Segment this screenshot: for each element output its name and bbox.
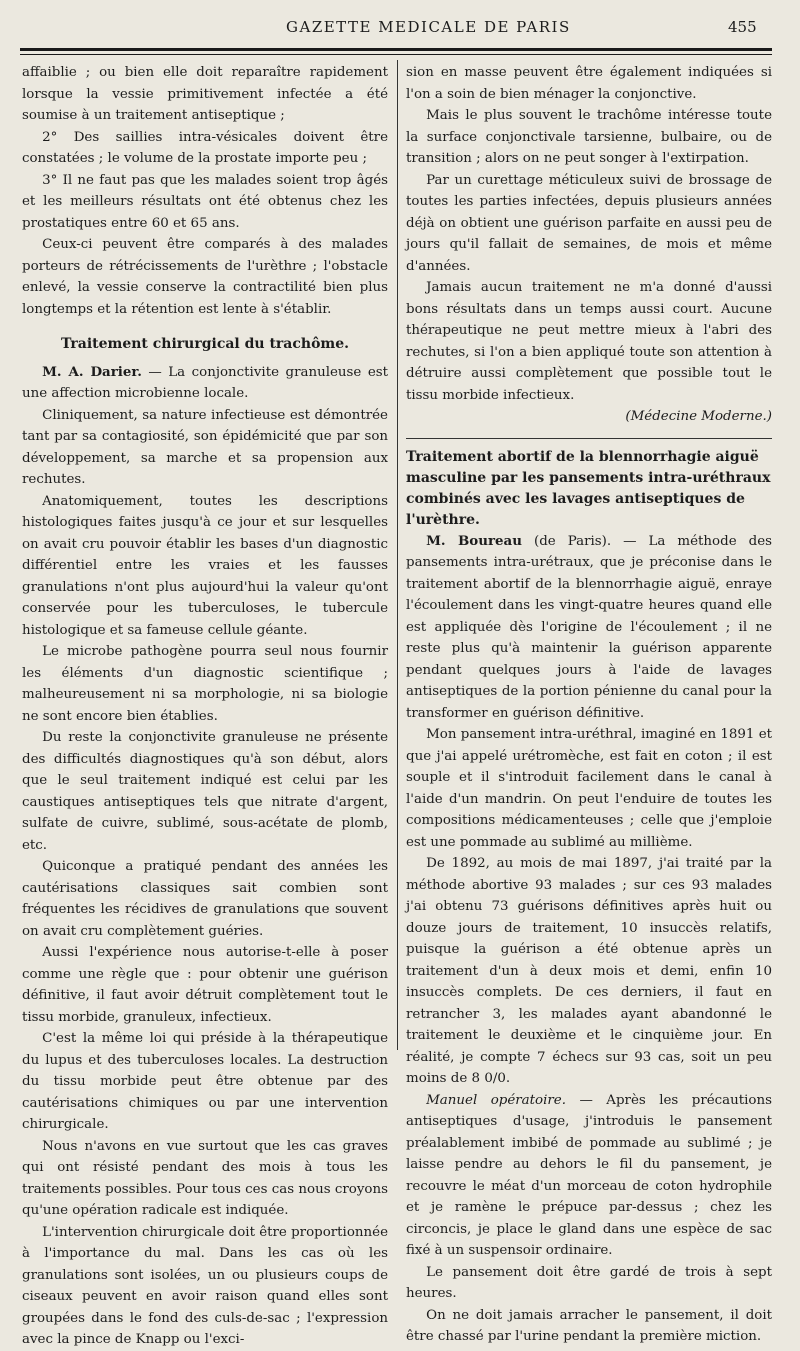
left-column	[22, 62, 388, 1351]
right-column	[406, 62, 772, 1348]
paragraph: C'est la même loi qui préside à la thérapeutique du lupus et des tuberculoses locales. La destruction du tissu morbide peut être obtenue par des cautérisations chimiques ou par une intervention chirurgicale.	[22, 1031, 388, 1132]
paragraph	[406, 531, 772, 725]
header-rule-thick	[20, 48, 772, 51]
paragraph: De 1892, au mois de mai 1897, j'ai traité par la méthode abortive 93 malades ; sur ces 93 malades j'ai obtenu 73 guérisons définitives après huit ou douze jours de traitement, 10 insuccès relatifs, puisque la guérison a été obtenue après un traitement d'un à deux mois et demi, enfin 10 insuccès complets. De ces derniers, il faut en retrancher 3, les malades ayant abandonné le traitement le deuxième et le cinquième jour. En réalité, je compte 7 échecs sur 93 cas, soit un peu moins de 8 0/0.	[406, 856, 772, 1086]
paragraph: Nous n'avons en vue surtout que les cas graves qui ont résisté pendant des mois à tous les traitements possibles. Pour tous ces cas nous croyons qu'une opération radicale est indiquée.	[22, 1138, 388, 1218]
paragraph: Mais le plus souvent le trachôme intéresse toute la surface conjonctivale tarsienne, bulbaire, ou de transition ; alors on ne peut songer à l'extirpation.	[406, 108, 772, 166]
paragraph: Mon pansement intra-uréthral, imaginé en 1891 et que j'ai appelé urétromèche, est fait en coton ; il est souple et il s'introduit facilement dans le canal à l'aide d'un mandrin. On peut l'enduire de toutes les compositions médicamenteuses ; celle que j'emploie est une pommade au sublimé au millième.	[406, 727, 773, 850]
paragraph: Cliniquement, sa nature infectieuse est démontrée tant par sa contagiosité, son épidémicité que par son développement, sa marche et sa propension aux rechutes.	[22, 407, 388, 487]
paragraph: 3° Il ne faut pas que les malades soient trop âgés et les meilleurs résultats ont été obtenus chez les prostatiques entre 60 et 65 ans.	[22, 172, 388, 231]
column-divider	[397, 60, 398, 1050]
source-citation: (Médecine Moderne.)	[625, 409, 772, 424]
paragraph: affaiblie ; ou bien elle doit reparaître rapidement lorsque la vessie primitivement infectée a été soumise à un traitement antiseptique ;	[22, 65, 388, 123]
paragraph: Ceux-ci peuvent être comparés à des malades porteurs de rétrécissements de l'urèthre ; l'obstacle enlevé, la vessie conserve la contractilité bien plus longtemps et la rétention est lente à s'établir.	[22, 237, 388, 317]
header-rule-thin	[20, 54, 772, 55]
paragraph: Par un curettage méticuleux suivi de brossage de toutes les parties infectées, depuis plusieurs années déjà on obtient une guérison parfaite en aussi peu de jours qu'il fallait de semaines, de mois et même d'années.	[406, 172, 772, 274]
paragraph: Aussi l'expérience nous autorise-t-elle à poser comme une règle que : pour obtenir une guérison définitive, il faut avoir détruit complètement tout le tissu morbide, granuleux, infectieux.	[22, 945, 388, 1025]
page-header	[0, 18, 800, 38]
section-title: Traitement chirurgical du trachôme.	[60, 336, 350, 352]
paragraph: Le microbe pathogène pourra seul nous fournir les éléments d'un diagnostic scientifique ; malheureusement ni sa morphologie, ni sa biologie ne sont encore bien établies.	[22, 644, 388, 724]
page-number: 455	[728, 18, 757, 36]
running-title: GAZETTE MEDICALE DE PARIS	[286, 18, 571, 36]
subheading: Manuel opératoire.	[426, 1092, 566, 1108]
paragraph: Le pansement doit être gardé de trois à sept heures.	[406, 1264, 772, 1301]
paragraph: Du reste la conjonctivite granuleuse ne présente des difficultés diagnostiques qu'à son début, alors que le seul traitement indiqué est celui par les caustiques antiseptiques tels que nitrate d'argent, sulfate de cuivre, sublimé, sous-acétate de plomb, etc.	[22, 730, 388, 853]
author-name: M. Boureau	[426, 532, 522, 549]
paragraph: Anatomiquement, toutes les descriptions histologiques faites jusqu'à ce jour et sur lesquelles on avait cru pouvoir établir les bases d'un diagnostic différentiel entre les vraies et les fausses granulations n'ont plus aujourd'hui la valeur qu'ont conservée pour les tuberculoses, le tubercule histologique et sa fameuse cellule géante.	[22, 493, 388, 638]
paragraph: Quiconque a pratiqué pendant des années les cautérisations classiques sait combien sont fréquentes les récidives de granulations que souvent on avait cru complètement guéries.	[22, 859, 388, 939]
paragraph-text: (de Paris). — La méthode des pansements intra-urétraux, que je préconise dans le traitement abortif de la blennorrhagie aiguë, enraye l'écoulement dans les vingt-quatre heures quand elle est appliquée dès l'origine de l'écoulement ; il ne reste plus qu'à maintenir la guérison apparente pendant quelques jours à l'aide de lavages antiseptiques de la portion pénienne du canal pour la transformer en guérison définitive.	[406, 533, 772, 721]
paragraph	[22, 362, 388, 405]
paragraph: 2° Des saillies intra-vésicales doivent être constatées ; le volume de la prostate importe peu ;	[22, 129, 388, 166]
paragraph-text: — La conjonctivite granuleuse est une affection microbienne locale.	[22, 364, 389, 401]
section-separator	[406, 438, 772, 439]
author-name: M. A. Darier.	[42, 363, 142, 380]
paragraph	[406, 1090, 772, 1262]
paragraph: On ne doit jamais arracher le pansement, il doit être chassé par l'urine pendant la première miction.	[406, 1307, 772, 1344]
section-title: Traitement abortif de la blennorrhagie aiguë masculine par les pansements intra-uréthraux combinés avec les lavages antiseptiques de l'urèthre.	[406, 448, 771, 528]
paragraph-text: — Après les précautions antiseptiques d'usage, j'introduis le pansement préalablement imbibé de pommade au sublimé ; je laisse pendre au dehors le fil du pansement, je recouvre le méat d'un morceau de coton hydrophile et je ramène le prépuce par-dessus ; chez les circoncis, je place le gland dans une espèce de sac fixé à un suspensoir ordinaire.	[406, 1092, 772, 1258]
paragraph: Jamais aucun traitement ne m'a donné d'aussi bons résultats dans un temps aussi court. Aucune thérapeutique ne peut mettre mieux à l'abri des rechutes, si l'on a bien appliqué toute son attention à détruire aussi complètement que possible tout le tissu morbide infectieux.	[406, 280, 772, 403]
paragraph: L'intervention chirurgicale doit être proportionnée à l'importance du mal. Dans les cas où les granulations sont isolées, un ou plusieurs coups de ciseaux peuvent en avoir raison quand elles sont groupées dans le fond des culs-de-sac ; l'expression avec la pince de Knapp ou l'exci-	[22, 1224, 388, 1347]
paragraph: sion en masse peuvent être également indiquées si l'on a soin de bien ménager la conjonctive.	[406, 65, 772, 102]
